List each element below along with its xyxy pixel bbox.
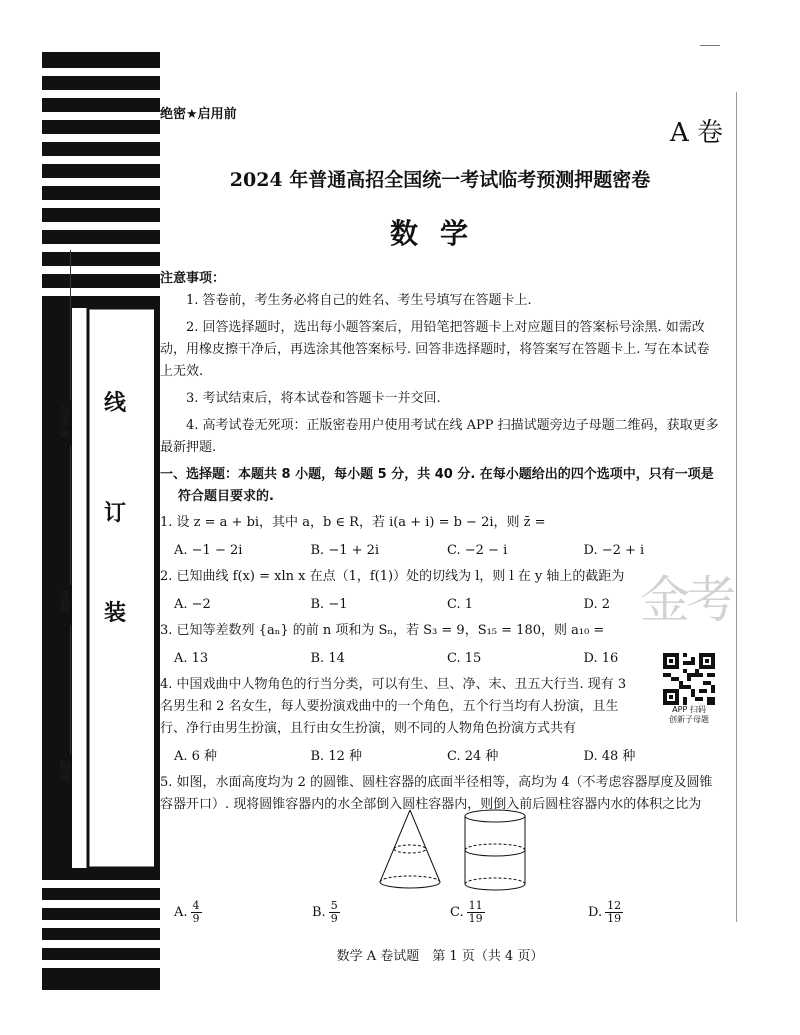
notice-item: 3. 考试结束后，将本试卷和答题卡一并交回. (186, 391, 441, 406)
page-footer: 数学 A 卷试题 第 1 页（共 4 页） (336, 949, 544, 964)
option-a: A. 6 种 (174, 749, 218, 764)
option-letter: A. (174, 905, 188, 920)
option-b: B. 12 种 (310, 749, 362, 764)
question-stem: 5. 如图，水面高度均为 2 的圆锥、圆柱容器的底面半径相等，高均为 4（不考虑容器厚度及圆锥容器开口）. 现将圆锥容器内的水全部倒入圆柱容器内，则倒入前后圆柱容器内水的体积之比为 (160, 775, 713, 812)
question-stem: 3. 已知等差数列 {aₙ} 的前 n 项和为 Sₙ，若 S₃ = 9，S₁₅ = 180，则 a₁₀ = (160, 623, 605, 638)
binding-char-zhuang: 装 (104, 600, 127, 626)
binding-char-ding: 订 (104, 500, 127, 526)
class-label: 班级 (59, 760, 72, 782)
option-d: D. −2 + i (583, 543, 645, 558)
class-line (70, 625, 71, 755)
option-c: C. 24 种 (447, 749, 499, 764)
question-stem: 1. 设 z = a + bi，其中 a，b ∈ R，若 i(a + i) = b − 2i，则 z̄ = (160, 515, 546, 530)
question-stem: 4. 中国戏曲中人物角色的行当分类，可以有生、旦、净、末、丑五大行当. 现有 3 名男生和 2 名女生，每人要扮演戏曲中的一个角色，五个行当均有人扮演，且生行、净行由男生扮演，且行由女生扮演，则不同的人物角色扮演方式共有 (160, 677, 627, 736)
denominator: 9 (330, 912, 338, 925)
notice-item: 1. 答卷前，考生务必将自己的姓名、考生号填写在答题卡上. (186, 293, 532, 308)
qr-code-icon[interactable] (663, 653, 715, 705)
option-b: B. −1 + 2i (310, 543, 380, 558)
name-line (70, 445, 71, 585)
watermark-stamp: 金考 (640, 571, 732, 629)
option-letter: B. (312, 905, 326, 920)
question-4 (160, 674, 720, 768)
option-row (160, 746, 720, 768)
fraction (467, 900, 485, 925)
option-row (160, 540, 720, 562)
option-d: D. 16 (583, 651, 619, 666)
notice-item: 4. 高考试卷无死项：正版密卷用户使用考试在线 APP 扫描试题旁边子母题二维码，获取更多最新押题. (160, 418, 719, 455)
option-d (588, 900, 726, 925)
denominator: 19 (468, 912, 483, 925)
fraction (191, 900, 202, 925)
denominator: 19 (607, 912, 622, 925)
option-a: A. −1 − 2i (174, 543, 243, 558)
qr-block (658, 653, 720, 725)
numerator: 11 (468, 899, 483, 912)
section-heading: 一、选择题：本题共 8 小题，每小题 5 分，共 40 分. 在每小题给出的四个选项中，只有一项是符合题目要求的. (160, 467, 714, 504)
binding-char-line: 线 (104, 390, 127, 416)
numerator: 4 (192, 899, 200, 912)
option-a: A. 13 (174, 651, 209, 666)
binding-margin-stripes (42, 52, 160, 990)
notice-heading: 注意事项： (160, 271, 226, 286)
qr-caption-line2: 创新子母题 (669, 715, 709, 724)
option-d: D. 2 (583, 597, 610, 612)
top-rule (700, 45, 720, 46)
candidate-no-line (70, 250, 71, 400)
question-2 (160, 566, 720, 616)
candidate-no-label: 考生号 (59, 405, 72, 438)
subject-title: 数学 (389, 217, 490, 250)
option-letter: D. (588, 905, 603, 920)
option-b: B. −1 (310, 597, 348, 612)
exam-title: 2024 年普通高招全国统一考试临考预测押题密卷 (229, 169, 651, 191)
version-label: A 卷 (670, 118, 724, 148)
option-c: C. −2 − i (447, 543, 508, 558)
right-rule (736, 92, 737, 922)
fraction (605, 900, 623, 925)
option-c (450, 900, 588, 925)
option-letter: C. (450, 905, 464, 920)
option-b: B. 14 (310, 651, 345, 666)
denominator: 9 (192, 912, 200, 925)
option-a: A. −2 (174, 597, 211, 612)
question-1 (160, 512, 720, 562)
option-row-q5 (174, 900, 734, 925)
cone-shape (380, 810, 440, 888)
notice-item: 2. 回答选择题时，选出每小题答案后，用铅笔把答题卡上对应题目的答案标号涂黑. 如需改动，用橡皮擦干净后，再选涂其他答案标号. 回答非选择题时，将答案写在答题卡上. 写在本试卷上无效. (160, 320, 710, 379)
question-stem: 2. 已知曲线 f(x) = xln x 在点（1，f(1)）处的切线为 l，则 l 在 y 轴上的截距为 (160, 569, 625, 584)
option-c: C. 15 (447, 651, 482, 666)
option-a (174, 900, 312, 925)
secret-label: 绝密★启用前 (160, 107, 237, 122)
cone-cylinder-figure (370, 806, 560, 894)
question-3 (160, 620, 720, 670)
option-row (160, 648, 720, 670)
option-row (160, 594, 720, 616)
numerator: 12 (607, 899, 622, 912)
option-c: C. 1 (447, 597, 474, 612)
exam-content (160, 268, 720, 816)
option-d: D. 48 种 (583, 749, 636, 764)
fraction (329, 900, 340, 925)
numerator: 5 (330, 899, 338, 912)
qr-caption-line1: APP 扫码 (672, 705, 706, 714)
cylinder-shape (465, 810, 525, 890)
option-b (312, 900, 450, 925)
name-label: 姓名 (59, 590, 72, 612)
